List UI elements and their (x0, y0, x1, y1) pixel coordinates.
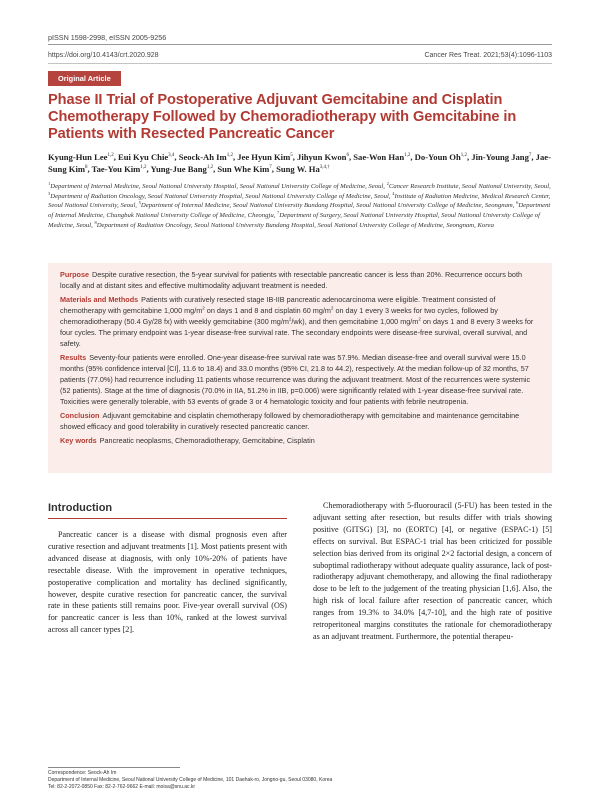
author-affiliation-marker: 1,2 (226, 153, 233, 159)
article-title: Phase II Trial of Postoperative Adjuvant Gemcitabine and Cisplatin Chemotherapy Followed by Chemoradiotherapy with Gemcitabine in Patients with Resected Pancreatic Cancer (48, 92, 517, 142)
affiliation-marker: 8 (94, 219, 97, 225)
author-affiliation-marker: 6 (346, 153, 349, 159)
author-name: Seock-Ah Im (178, 152, 227, 162)
author-affiliation-marker: 1,2 (206, 164, 214, 170)
affiliation-text: Department of Surgery, Seoul National University Hospital, Seoul National University College of Medicine, Seoul, (48, 212, 540, 229)
affiliation-text: Cancer Research Institute, Seoul National University, Seoul, (388, 183, 551, 190)
author-affiliation-marker: 7 (269, 164, 272, 170)
affiliation-text: Department of Internal Medicine, Chungbuk National University College of Medicine, Cheongju, (48, 202, 551, 220)
author-name: Eui Kyu Chie (118, 152, 169, 162)
author-affiliation-marker: 3,4,† (319, 164, 330, 170)
author-name: Yung-Jue Bang (150, 163, 207, 174)
methods-label: Materials and Methods (60, 295, 139, 304)
author-affiliation-marker: 8 (85, 164, 88, 170)
author-name: Sun Whe Kim (217, 163, 270, 174)
affiliation-text: Department of Radiation Oncology, Seoul National University Hospital, Seoul National University College of Medicine, Seoul, (50, 192, 391, 200)
author-name: Sung W. Ha (276, 163, 320, 174)
abstract-keywords: Key words Pancreatic neoplasms, Chemoradiotherapy, Gemcitabine, Cisplatin (60, 436, 315, 445)
header-divider (48, 44, 552, 45)
affiliation-text: Department of Internal Medicine, Seoul National University Bundang Hospital, Seoul National University College of Medicine, Seongnam, (140, 202, 515, 210)
intro-paragraph-2: Chemoradiotherapy with 5-fluorouracil (5-FU) has been tested in the adjuvant setting after resection, but results differ with trials showing positive (GITSG) [3], no (EORTC) [4], or negative (ESPAC-1) [5] effects on survival. But ESPAC-1 trial has been criticized for possible selection bias derived from its original 2×2 factorial design, a concern of suboptimal radiotherapy without adequate quality assurance, lack of post-radiotherapy adjuvant chemotherapy, and allowing the final radiotherapy dose to be left to the judgement of the treating physician [1,6]. Also, the high risk of local failure after resection of pancreatic cancer, which ranges from 19.3% to 34.0% [4,7-10], and the high rate of positive retroperitoneal margins constitutes the rationale for chemoradiotherapy as an adjuvant treatment. Furthermore, the potential therapeu- (313, 501, 552, 641)
abstract-box (48, 263, 552, 473)
affiliation-marker: 7 (277, 209, 280, 215)
author-name: Sae-Won Han (353, 152, 405, 162)
affiliation-marker: 5 (138, 200, 141, 206)
header-divider-2 (48, 63, 552, 64)
article-type-badge: Original Article (48, 71, 121, 86)
author-name: Jihyun Kwon (297, 152, 347, 162)
affiliation-marker: 4 (392, 190, 395, 196)
affiliation-marker: 6 (516, 200, 519, 206)
correspondence-author: Correspondence: Seock-Ah Im (48, 770, 117, 776)
author-name: Jae-Sung Kim (48, 152, 551, 174)
author-name: Jin-Young Jang (471, 152, 529, 162)
affiliation-text: Department of Internal Medicine, Seoul National University Hospital, Seoul National University College of Medicine, Seoul, (50, 183, 385, 190)
section-rule (48, 518, 287, 519)
intro-column-right (313, 500, 552, 643)
affiliation-text: Institute of Radiation Medicine, Medical Research Center, Seoul National University, Seoul, (48, 192, 551, 210)
affiliation-marker: 3 (48, 190, 51, 196)
intro-paragraph-1: Pancreatic cancer is a disease with dismal prognosis even after curative resection and adjuvant treatments [1]. Most patients present with advanced disease at diagnosis, with only 10%-20% of patients have resectable disease. With the improvement in operative techniques, postoperative complication and mortality has declined significantly, however, despite curative resection for pancreatic cancer, the survival rate in these patients still remains poor. Five-year overall survival (OS) for pancreatic cancer is less than 10%, ranked at the lowest survival across all cancer types [2]. (48, 530, 287, 635)
abstract-results: Results Seventy-four patients were enrolled. One-year disease-free survival rate was 57.9%. Median disease-free and overall survival were 15.0 months (95% confidence interval [CI], 11.6 to 18.4) and 33.0 months (95% CI, 21.8 to 44.2), respectively. At the median follow-up of 32 months, 57 patients (77.0%) had recurrence including 11 patients whose recurrence was during the adjuvant treatment. Most of the recurrences were systemic (52 patients). Stage at the time of diagnosis (70.0% in IIA, 51.2% in IIB, p=0.006) were significantly related with 1-year disease-free survival rate. Toxicities were generally tolerable, with 53 events of grade 3 or 4 hematologic toxicity and four patients with febrile neutropenia. (60, 353, 531, 406)
author-name: Kyung-Hun Lee (48, 152, 108, 162)
journal-citation: Cancer Res Treat. 2021;53(4):1096-1103 (424, 52, 552, 59)
author-affiliation-marker: 3,4 (168, 153, 175, 159)
author-name: Do-Youn Oh (414, 152, 461, 162)
correspondence-address: Department of Internal Medicine, Seoul National University College of Medicine, 101 Daehak-ro, Jongno-gu, Seoul 03080, Korea (48, 777, 333, 783)
author-affiliation-marker: 1,2 (107, 153, 114, 159)
author-affiliation-marker: 5 (290, 153, 293, 159)
affiliation-marker: 1 (48, 180, 51, 186)
intro-column-left (48, 529, 287, 636)
author-affiliation-marker: 1,2 (140, 164, 147, 170)
issn: pISSN 1598-2998, eISSN 2005-9256 (48, 33, 167, 42)
author-name: Tae-You Kim (91, 163, 141, 174)
author-affiliation-marker: 1,2 (404, 153, 411, 159)
purpose-label: Purpose (60, 270, 90, 279)
abstract-purpose: Purpose Despite curative resection, the 5-year survival for patients with resectable pancreatic cancer is less than 20%. Recurrence occurs both locally and at distant sites and effective multimodality adjuvant treatment is needed. (60, 270, 522, 290)
author-name: Jee Hyun Kim (237, 152, 291, 162)
affiliation-marker: 2 (386, 180, 389, 186)
author-list: Kyung-Hun Lee$^{1,2}$, Eui Kyu Chie$^{3,4}$, Seock-Ah Im$^{1,2}$, Jee Hyun Kim$^5$, Jihyun Kwon$^6$, Sae-Won Han$^{1,2}$, Do-Youn Oh$^{1,2}$, Jin-Young Jang$^7$, Jae-Sung Kim$^8$, Tae-You Kim$^{1,2}$, Yung-Jue Bang$^{1,2}$, Sun Whe Kim$^7$, Sung W. $Ha^{3,4,\dagger}$ (48, 152, 551, 174)
correspondence-contact: Tel: 82-2-2072-0850 Fax: 82-2-762-9662 E-mail: moisa@snu.ac.kr (48, 784, 196, 790)
introduction-heading: Introduction (48, 502, 113, 514)
results-label: Results (60, 353, 87, 362)
footnote-rule (48, 767, 180, 768)
abstract-conclusion: Conclusion Adjuvant gemcitabine and cisplatin chemotherapy followed by chemoradiotherapy with gemcitabine and maintenance gemcitabine showed efficacy and good tolerability in curatively resected pancreatic cancer. (60, 411, 520, 431)
affiliations (48, 182, 553, 231)
author-affiliation-marker: 7 (528, 153, 532, 159)
abstract-methods: Materials and Methods Patients with curatively resected stage IB-IIB pancreatic adenocarcinoma were eligible. Treatment consisted of chemotherapy with gemcitabine 1,000 $mg/m^2$ on days 1 and 8 and cisplatin 60 $mg/m^2$ on day 1 every 3 weeks for two cycles, followed by chemoradiotherapy (50.4 Gy/28 fx) with weekly gemcitabine (300 $mg/m^2/wk$), and then gemcitabine 1,000 $mg/m^2$ on days 1 and 8 every 3 weeks for four cycles. The primary endpoint was 1-year disease-free survival rate. The secondary endpoints were disease-free survival, overall survival, and safety. (60, 295, 534, 348)
correspondence-block (48, 770, 332, 791)
conclusion-label: Conclusion (60, 411, 100, 420)
author-affiliation-marker: 1,2 (460, 153, 468, 159)
doi-link[interactable]: https://doi.org/10.4143/crt.2020.928 (48, 52, 159, 59)
affiliation-text: Department of Radiation Oncology, Seoul National University Bundang Hospital, Seoul National University College of Medicine, Seongnam, Korea (96, 221, 494, 229)
keywords-label: Key words (60, 436, 97, 445)
